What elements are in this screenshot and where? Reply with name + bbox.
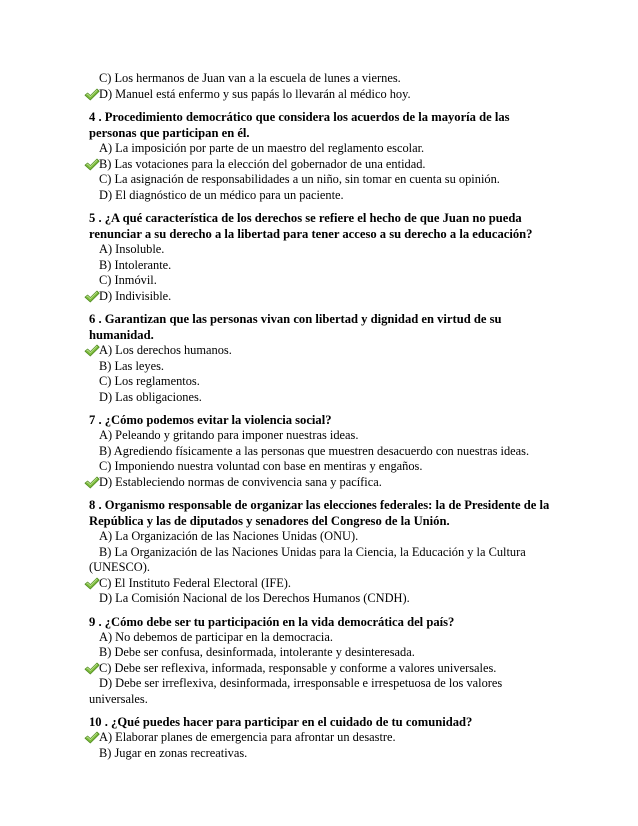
answer-option xyxy=(89,591,559,607)
answer-text: B) Agrediendo físicamente a las personas que muestren desacuerdo con nuestras ideas. xyxy=(99,443,530,458)
answer-text: A) La imposición por parte de un maestro del reglamento escolar. xyxy=(99,141,425,155)
question-title: 7 . ¿Cómo podemos evitar la violencia social? xyxy=(89,413,332,427)
answer-text: C) Debe ser reflexiva, informada, responsable y conforme a valores universales. xyxy=(99,660,497,675)
answer-option xyxy=(89,242,559,258)
answer-text: D) La Comisión Nacional de los Derechos Humanos (CNDH). xyxy=(99,591,410,605)
answer-text: A) No debemos de participar en la democracia. xyxy=(99,629,333,644)
answer-text: C) Los hermanos de Juan van a la escuela de lunes a viernes. xyxy=(99,71,401,85)
question-title: 4 . Procedimiento democrático que considera los acuerdos de la mayoría de las personas que participan en él. xyxy=(89,110,510,140)
answer-text: B) Intolerante. xyxy=(99,257,172,272)
answer-option xyxy=(89,273,559,289)
answer-option xyxy=(89,529,559,545)
answer-option-correct xyxy=(89,87,559,103)
answer-option xyxy=(89,390,559,406)
answer-option xyxy=(89,545,559,576)
answer-text: D) Debe ser irreflexiva, desinformada, irresponsable e irrespetuosa de los valores universales. xyxy=(89,676,503,706)
answer-text: A) Los derechos humanos. xyxy=(99,343,232,357)
check-icon xyxy=(84,577,100,590)
answer-option xyxy=(89,188,559,204)
answer-text: B) La Organización de las Naciones Unidas para la Ciencia, la Educación y la Cultura (UNESCO). xyxy=(89,544,526,574)
answer-option-correct xyxy=(89,343,559,359)
answer-option-correct xyxy=(89,661,559,677)
question-block xyxy=(89,109,559,203)
answer-option-correct xyxy=(89,576,559,592)
question-block xyxy=(89,614,559,708)
answer-option xyxy=(89,444,559,460)
answer-text: A) Elaborar planes de emergencia para afrontar un desastre. xyxy=(99,730,396,744)
answer-option-correct xyxy=(89,475,559,491)
check-icon xyxy=(84,731,100,744)
answer-text: B) Las votaciones para la elección del gobernador de una entidad. xyxy=(99,156,426,171)
check-icon xyxy=(84,344,100,357)
question-block xyxy=(89,412,559,490)
answer-text: B) Las leyes. xyxy=(99,358,165,373)
answer-text: D) Indivisible. xyxy=(99,288,172,303)
answer-option xyxy=(89,630,559,646)
answer-option xyxy=(89,428,559,444)
answer-option xyxy=(89,374,559,390)
answer-text: B) Jugar en zonas recreativas. xyxy=(99,745,248,760)
question-block xyxy=(89,714,559,761)
check-icon xyxy=(84,476,100,489)
question-title: 5 . ¿A qué característica de los derechos se refiere el hecho de que Juan no pueda renunciar a su derecho a la libertad para tener acceso a su derecho a la educación? xyxy=(89,211,533,241)
question-title: 8 . Organismo responsable de organizar las elecciones federales: la de Presidente de la República y las de diputados y senadores del Congreso de la Unión. xyxy=(89,498,550,528)
answer-option-correct xyxy=(89,157,559,173)
answer-option xyxy=(89,746,559,762)
check-icon xyxy=(84,662,100,675)
check-icon xyxy=(84,88,100,101)
answer-text: A) La Organización de las Naciones Unidas (ONU). xyxy=(99,529,359,543)
answer-text: C) Inmóvil. xyxy=(99,273,157,287)
answer-text: B) Debe ser confusa, desinformada, intolerante y desinteresada. xyxy=(99,645,415,659)
answer-option xyxy=(89,258,559,274)
check-icon xyxy=(84,158,100,171)
answer-option xyxy=(89,676,559,707)
answer-option xyxy=(89,359,559,375)
answer-text: D) Las obligaciones. xyxy=(99,389,202,404)
question-title: 6 . Garantizan que las personas vivan con libertad y dignidad en virtud de su humanidad. xyxy=(89,312,502,342)
answer-text: C) Los reglamentos. xyxy=(99,374,200,388)
question-title: 10 . ¿Qué puedes hacer para participar en el cuidado de tu comunidad? xyxy=(89,715,473,729)
answer-text: A) Insoluble. xyxy=(99,242,165,256)
answer-text: D) Estableciendo normas de convivencia sana y pacífica. xyxy=(99,474,382,489)
answer-text: D) Manuel está enfermo y sus papás lo llevarán al médico hoy. xyxy=(99,86,411,101)
answer-text: D) El diagnóstico de un médico para un paciente. xyxy=(99,187,344,202)
question-block xyxy=(89,210,559,304)
answer-text: C) El Instituto Federal Electoral (IFE). xyxy=(99,575,292,590)
question-title: 9 . ¿Cómo debe ser tu participación en la vida democrática del país? xyxy=(89,614,455,629)
question-block xyxy=(89,497,559,607)
answer-option xyxy=(89,71,559,87)
answer-option xyxy=(89,141,559,157)
answer-option xyxy=(89,172,559,188)
answer-text: A) Peleando y gritando para imponer nuestras ideas. xyxy=(99,428,359,442)
question-block xyxy=(89,71,559,102)
answer-option xyxy=(89,645,559,661)
check-icon xyxy=(84,290,100,303)
answer-text: C) La asignación de responsabilidades a un niño, sin tomar en cuenta su opinión. xyxy=(99,172,500,186)
answer-text: C) Imponiendo nuestra voluntad con base en mentiras y engaños. xyxy=(99,459,423,473)
answer-option-correct xyxy=(89,730,559,746)
answer-option xyxy=(89,459,559,475)
answer-option-correct xyxy=(89,289,559,305)
quiz-document xyxy=(89,71,559,761)
question-block xyxy=(89,311,559,405)
